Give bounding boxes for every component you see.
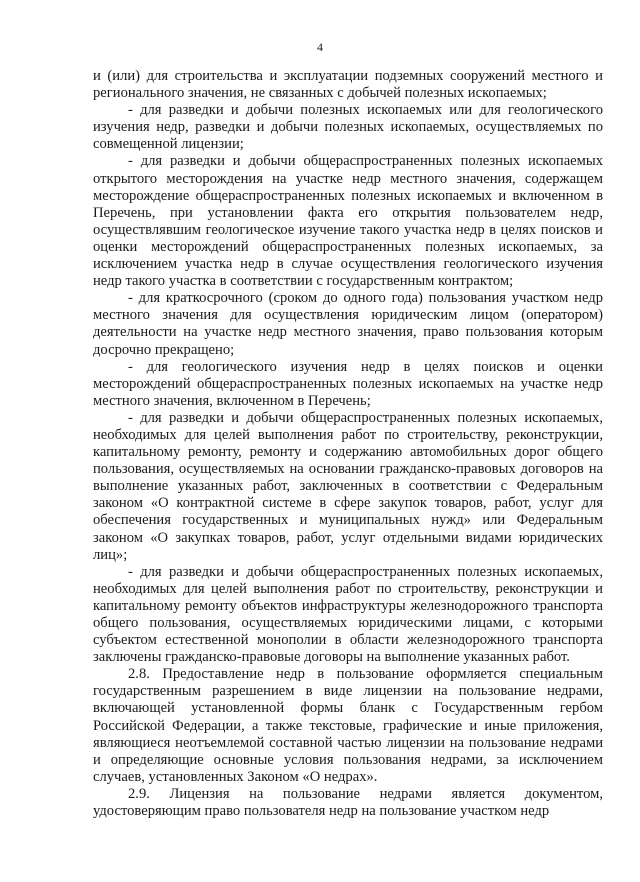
list-item-short-term-use: - для краткосрочного (сроком до одного года) пользования участком недр местного значения для осуществления юридическим лицом (оператором) деятельности на участке недр местного значения, право пользования которым досрочно прекращено; — [93, 290, 603, 358]
list-item-open-deposit: - для разведки и добычи общераспространенных полезных ископаемых открытого месторождения на участке недр местного значения, содержащем месторождение общераспространенных полезных ископаемых и включенном в Перечень, при установлении факта его открытия пользователем недр, осуществлявшим геологическое изучение такого участка недр в целях поисков и оценки месторождений общераспространенных полезных ископаемых, за исключением участка недр в случае осуществления геологического изучения недр такого участка в соответствии с государственным контрактом; — [93, 153, 603, 290]
section-2-9: 2.9. Лицензия на пользование недрами является документом, удостоверяющим право пользователя недр на пользование участком недр — [93, 785, 603, 820]
body-text — [93, 68, 603, 820]
paragraph-continuation: и (или) для строительства и эксплуатации подземных сооружений местного и регионального значения, не связанных с добычей полезных ископаемых; — [93, 68, 603, 102]
list-item-railway-works: - для разведки и добычи общераспространенных полезных ископаемых, необходимых для целей выполнения работ по строительству, реконструкции и капитальному ремонту объектов инфраструктуры железнодорожного транспорта общего пользования, осуществляемых юридическими лицами, с которыми субъектом естественной монополии в области железнодорожного транспорта заключены гражданско-правовые договоры на выполнение указанных работ. — [93, 563, 603, 666]
list-item-road-works: - для разведки и добычи общераспространенных полезных ископаемых, необходимых для целей выполнения работ по строительству, реконструкции, капитальному ремонту, ремонту и содержанию автомобильных дорог общего пользования, осуществляемых на основании гражданско-правовых договоров на выполнение указанных работ, заключенных в соответствии с Федеральным законом «О контрактной системе в сфере закупок товаров, работ, услуг для обеспечения государственных и муниципальных нужд» или Федеральным законом «О закупках товаров, работ, услуг отдельными видами юридических лиц»; — [93, 409, 603, 563]
list-item-combined-license: - для разведки и добычи полезных ископаемых или для геологического изучения недр, разведки и добычи полезных ископаемых, осуществляемых по совмещенной лицензии; — [93, 102, 603, 153]
list-item-geological-study: - для геологического изучения недр в целях поисков и оценки месторождений общераспространенных полезных ископаемых на участке недр местного значения, включенном в Перечень; — [93, 358, 603, 409]
section-2-8: 2.8. Предоставление недр в пользование оформляется специальным государственным разрешением в виде лицензии на пользование недрами, включающей установленной формы бланк с Государственным гербом Российской Федерации, а также текстовые, графические и иные приложения, являющиеся неотъемлемой составной частью лицензии на пользование недрами и определяющие основные условия пользования недрами, за исключением случаев, установленных Законом «О недрах». — [93, 666, 603, 785]
page-number: 4 — [317, 40, 323, 54]
